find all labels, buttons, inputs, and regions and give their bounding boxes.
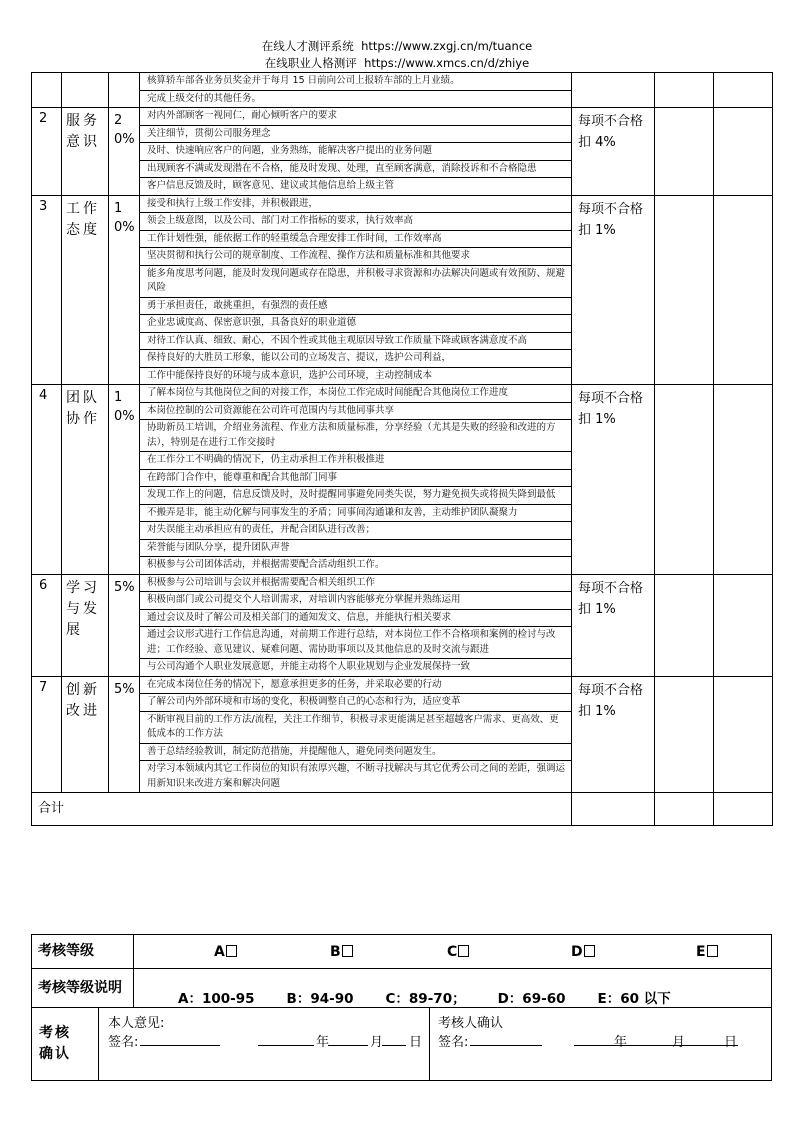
header-label-1: 在线人才测评系统 bbox=[261, 39, 354, 53]
criterion-text: 在工作分工不明确的情况下，仍主动承担工作并积极推进 bbox=[140, 452, 572, 470]
section-name: 学习与发展 bbox=[62, 574, 109, 676]
grade-option-b[interactable]: B bbox=[330, 944, 353, 960]
self-opinion-label: 本人意见: bbox=[108, 1016, 165, 1031]
self-month-label: 月 bbox=[370, 1035, 384, 1050]
grade-range-b: B：94-90 bbox=[286, 991, 354, 1007]
header-label-2: 在线职业人格测评 bbox=[264, 56, 357, 70]
cell-weight-empty bbox=[109, 73, 140, 108]
criterion-text: 对内外部顾客一视同仁，耐心倾听客户的要求 bbox=[140, 108, 572, 126]
assessor-sign-label: 签名: bbox=[438, 1035, 469, 1050]
criterion-text: 了解公司内外部环境和市场的变化，积极调整自己的心态和行为，适应变革 bbox=[140, 694, 572, 712]
cell-score-1 bbox=[655, 73, 714, 108]
section-deduction: 每项不合格扣 1% bbox=[572, 195, 655, 385]
header-line-2 bbox=[0, 55, 794, 72]
grade-option-c[interactable]: C bbox=[447, 944, 469, 960]
assessor-year-label: 年 bbox=[614, 1035, 628, 1050]
total-score-self[interactable] bbox=[655, 793, 714, 826]
score-cell-assessor[interactable] bbox=[714, 195, 773, 385]
total-label: 合计 bbox=[32, 793, 572, 826]
assessor-month-label: 月 bbox=[672, 1035, 686, 1050]
score-cell-self[interactable] bbox=[655, 574, 714, 676]
header-link-2[interactable]: https://www.xmcs.cn/d/zhiye bbox=[364, 56, 530, 70]
table-row bbox=[32, 108, 773, 126]
section-name: 服务意识 bbox=[62, 108, 109, 196]
cell-score-2 bbox=[714, 73, 773, 108]
self-date-month-field[interactable] bbox=[328, 1045, 368, 1046]
grade-ranges bbox=[134, 969, 772, 1008]
criterion-text: 了解本岗位与其他岗位之间的对接工作，本岗位工作完成时间能配合其他岗位工作进度 bbox=[140, 385, 572, 403]
assessment-table bbox=[31, 72, 773, 826]
section-name: 创新改进 bbox=[62, 676, 109, 793]
criterion-text: 积极向部门或公司提交个人培训需求，对培训内容能够充分掌握并熟练运用 bbox=[140, 592, 572, 610]
grade-range-a: A：100-95 bbox=[178, 991, 255, 1007]
total-deduction-cell bbox=[572, 793, 655, 826]
section-name: 团队协作 bbox=[62, 385, 109, 575]
total-row bbox=[32, 793, 773, 826]
checkbox-icon bbox=[226, 945, 237, 957]
criterion-text: 核算轿车部各业务员奖金并于每月 15 日前向公司上报轿车部的上月业绩。 bbox=[140, 73, 572, 91]
grade-range-e: E：60 以下 bbox=[597, 991, 671, 1007]
grade-range-c: C：89-70； bbox=[385, 991, 466, 1007]
table-row bbox=[32, 195, 773, 213]
criterion-text: 在跨部门合作中，能尊重和配合其他部门同事 bbox=[140, 469, 572, 487]
cell-name-empty bbox=[62, 73, 109, 108]
self-day-label: 日 bbox=[409, 1035, 423, 1050]
self-date-day-field[interactable] bbox=[382, 1045, 406, 1046]
score-cell-self[interactable] bbox=[655, 108, 714, 196]
criterion-text: 通过会议形式进行工作信息沟通，对前期工作进行总结，对本岗位工作不合格项和案例的检讨与改进；工作经验、意见建议、疑难问题、需协助事项以及其他信息的及时交流与跟进 bbox=[140, 627, 572, 659]
criterion-text: 坚决贯彻和执行公司的规章制度、工作流程、操作方法和质量标准和其他要求 bbox=[140, 248, 572, 266]
self-year-label: 年 bbox=[316, 1035, 330, 1050]
self-sign-field[interactable] bbox=[140, 1045, 220, 1046]
section-deduction: 每项不合格扣 1% bbox=[572, 574, 655, 676]
score-cell-self[interactable] bbox=[655, 195, 714, 385]
checkbox-icon bbox=[342, 945, 353, 957]
self-date-year-field[interactable] bbox=[258, 1045, 314, 1046]
criterion-text: 不断审视目前的工作方法/流程，关注工作细节，积极寻求更能满足甚至超越客户需求、更高效、更低成本的工作方法 bbox=[140, 711, 572, 743]
grade-option-d[interactable]: D bbox=[571, 944, 595, 960]
criterion-text: 善于总结经验教训，制定防范措施，并提醒他人，避免同类问题发生。 bbox=[140, 743, 572, 761]
criterion-text: 客户信息反馈及时，顾客意见、建议或其他信息给上级主管 bbox=[140, 178, 572, 196]
grade-option-e[interactable]: E bbox=[696, 944, 718, 960]
checkbox-icon bbox=[707, 945, 718, 957]
criterion-text: 对学习本领域内其它工作岗位的知识有浓厚兴趣，不断寻找解决与其它优秀公司之间的差距，强调运用新知识来改进方案和解决问题 bbox=[140, 761, 572, 793]
section-number: 2 bbox=[32, 108, 62, 196]
score-cell-assessor[interactable] bbox=[714, 385, 773, 575]
score-cell-assessor[interactable] bbox=[714, 676, 773, 793]
criterion-text: 荣誉能与团队分享，提升团队声誉 bbox=[140, 539, 572, 557]
criterion-text: 发现工作上的问题，信息反馈及时，及时提醒同事避免同类失误，努力避免损失或将损失降到最低 bbox=[140, 487, 572, 505]
section-number: 4 bbox=[32, 385, 62, 575]
section-weight: 10% bbox=[109, 195, 140, 385]
criterion-text: 保持良好的大胜员工形象，能以公司的立场发言、提议，选护公司利益， bbox=[140, 350, 572, 368]
assessor-day-label: 日 bbox=[724, 1035, 738, 1050]
criterion-text: 与公司沟通个人职业发展意愿，并能主动将个人职业规划与企业发展保持一致 bbox=[140, 659, 572, 677]
grade-option-a[interactable]: A bbox=[214, 944, 237, 960]
criterion-text: 领会上级意图，以及公司、部门对工作指标的要求，执行效率高 bbox=[140, 213, 572, 231]
criterion-text: 工作中能保持良好的环境与成本意识，选护公司环境，主动控制成本 bbox=[140, 367, 572, 385]
score-cell-self[interactable] bbox=[655, 676, 714, 793]
criterion-text: 通过会议及时了解公司及相关部门的通知发文、信息，并能执行相关要求 bbox=[140, 609, 572, 627]
assessor-confirm-label: 考核人确认 bbox=[438, 1016, 504, 1031]
cell-no-empty bbox=[32, 73, 62, 108]
criterion-text: 在完成本岗位任务的情况下，愿意承担更多的任务，并采取必要的行动 bbox=[140, 676, 572, 694]
criterion-text: 接受和执行上级工作安排，并积极跟进， bbox=[140, 195, 572, 213]
confirm-label: 考核确认 bbox=[39, 1025, 71, 1062]
score-cell-assessor[interactable] bbox=[714, 108, 773, 196]
table-row bbox=[32, 385, 773, 403]
assessor-sign-field[interactable] bbox=[470, 1045, 542, 1046]
criterion-text: 工作计划性强，能依据工作的轻重缓急合理安排工作时间，工作效率高 bbox=[140, 230, 572, 248]
assessor-date-field[interactable] bbox=[574, 1045, 738, 1046]
criterion-text: 对待工作认真、细致、耐心，不因个性或其他主观原因导致工作质量下降或顾客满意度不高 bbox=[140, 332, 572, 350]
section-weight: 5% bbox=[109, 676, 140, 793]
section-weight: 5% bbox=[109, 574, 140, 676]
table-row bbox=[32, 676, 773, 694]
criterion-text: 关注细节，贯彻公司服务理念 bbox=[140, 125, 572, 143]
header-link-1[interactable]: https://www.zxgj.cn/m/tuance bbox=[361, 39, 533, 53]
checkbox-icon bbox=[458, 945, 469, 957]
total-score-assessor[interactable] bbox=[714, 793, 773, 826]
page-header bbox=[0, 38, 794, 72]
header-line-1 bbox=[0, 38, 794, 55]
criterion-text: 本岗位控制的公司资源能在公司许可范围内与其他同事共享 bbox=[140, 402, 572, 420]
section-deduction: 每项不合格扣 1% bbox=[572, 385, 655, 575]
confirm-section bbox=[31, 1007, 772, 1081]
section-number: 3 bbox=[32, 195, 62, 385]
criterion-text: 不搬弄是非，能主动化解与同事发生的矛盾；同事间沟通谦和友善，主动维护团队凝聚力 bbox=[140, 504, 572, 522]
table-row bbox=[32, 73, 773, 91]
criterion-text: 企业忠诚度高、保密意识强，具备良好的职业道德 bbox=[140, 315, 572, 333]
grade-range-d: D：69-60 bbox=[497, 991, 566, 1007]
section-name: 工作态度 bbox=[62, 195, 109, 385]
self-sign-label: 签名: bbox=[108, 1035, 139, 1050]
section-number: 7 bbox=[32, 676, 62, 793]
grade-label: 考核等级 bbox=[32, 935, 134, 969]
section-deduction: 每项不合格扣 4% bbox=[572, 108, 655, 196]
criterion-text: 能多角度思考问题，能及时发现问题或存在隐患，并积极寻求资源和办法解决问题或有效预防、规避风险 bbox=[140, 265, 572, 297]
criterion-text: 积极参与公司培训与会议并根据需要配合相关组织工作 bbox=[140, 574, 572, 592]
criterion-text: 勇于承担责任，敢挑重担，有强烈的责任感 bbox=[140, 297, 572, 315]
criterion-text: 及时、快速响应客户的问题，业务熟练，能解决客户提出的业务问题 bbox=[140, 143, 572, 161]
criterion-text: 出现顾客不满或发现潜在不合格，能及时发现、处理，直至顾客满意，消除投诉和不合格隐患 bbox=[140, 160, 572, 178]
cell-deduction-empty bbox=[572, 73, 655, 108]
section-weight: 20% bbox=[109, 108, 140, 196]
section-weight: 10% bbox=[109, 385, 140, 575]
table-row bbox=[32, 574, 773, 592]
section-deduction: 每项不合格扣 1% bbox=[572, 676, 655, 793]
grade-options bbox=[134, 935, 772, 969]
score-cell-self[interactable] bbox=[655, 385, 714, 575]
criterion-text: 协助新员工培训，介绍业务流程、作业方法和质量标准，分享经验（尤其是失败的经验和改进的方法），特别是在进行工作交接时 bbox=[140, 420, 572, 452]
criterion-text: 积极参与公司团体活动，并根据需要配合活动组织工作。 bbox=[140, 557, 572, 575]
grade-table bbox=[31, 934, 772, 1008]
score-cell-assessor[interactable] bbox=[714, 574, 773, 676]
criterion-text: 完成上级交付的其他任务。 bbox=[140, 90, 572, 108]
grade-explain-label: 考核等级说明 bbox=[32, 969, 134, 1008]
checkbox-icon bbox=[584, 945, 595, 957]
criterion-text: 对失误能主动承担应有的责任，并配合团队进行改善； bbox=[140, 522, 572, 540]
section-number: 6 bbox=[32, 574, 62, 676]
